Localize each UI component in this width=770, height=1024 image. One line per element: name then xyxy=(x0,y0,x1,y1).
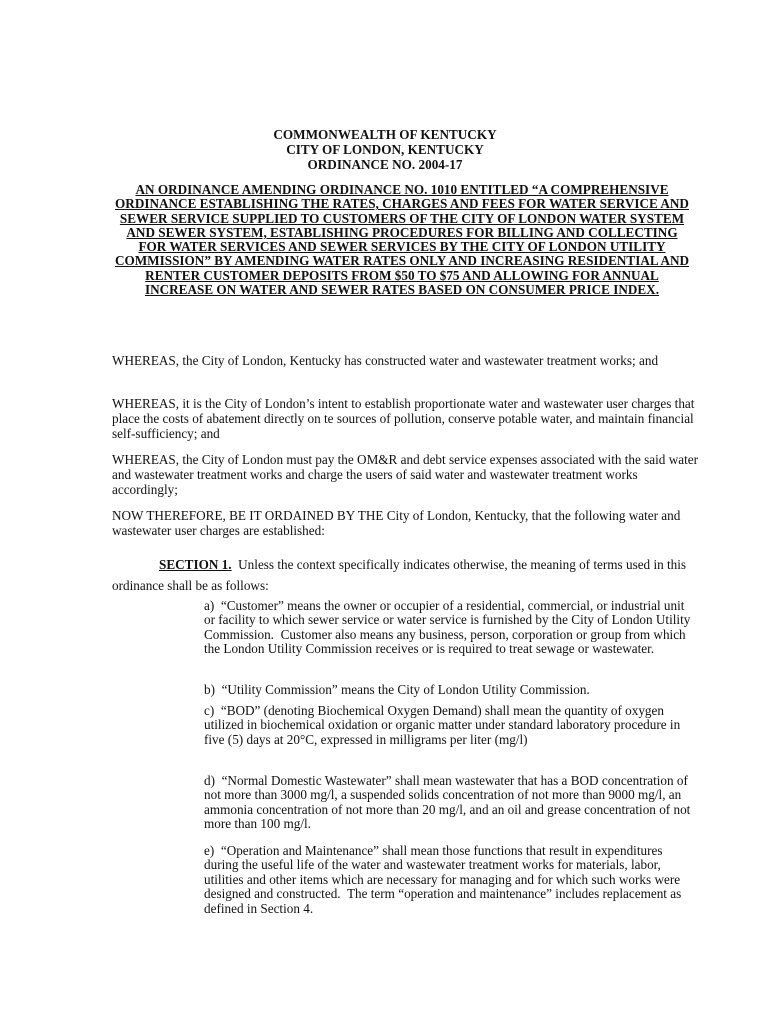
definition-bod: c) “BOD” (denoting Biochemical Oxygen Demand) shall mean the quantity of oxygen utilized in biochemical oxidation or organic matter under standard laboratory procedure in five (5) days at 20°C, expressed in milligrams per liter (mg/l) xyxy=(204,703,681,747)
ordinance-title: AN ORDINANCE AMENDING ORDINANCE NO. 1010 ENTITLED “A COMPREHENSIVE ORDINANCE ESTABLISHING THE RATES, CHARGES AND FEES FOR WATER SERVICE AND SEWER SERVICE SUPPLIED TO CUSTOMERS OF THE CITY OF LONDON WATER SYSTEM AND SEWER SYSTEM, ESTABLISHING PROCEDURES FOR BILLING AND COLLECTING FOR WATER SERVICES AND SEWER SERVICES BY THE CITY OF LONDON UTILITY COMMISSION” BY AMENDING WATER RATES ONLY AND INCREASING RESIDENTIAL AND RENTER CUSTOMER DEPOSITS FROM $50 TO $75 AND ALLOWING FOR ANNUAL INCREASE ON WATER AND SEWER RATES BASED ON CONSUMER PRICE INDEX. xyxy=(114,182,690,298)
whereas-paragraph-3: WHEREAS, the City of London must pay the OM&R and debt service expenses associated with the said water and wastewater treatment works and charge the users of said water and wastewater treatment works accordingly; xyxy=(112,452,698,497)
section-1-text: Unless the context specifically indicates otherwise, the meaning of terms used in this ordinance shall be as follows: xyxy=(112,557,687,593)
document-header xyxy=(0,127,770,172)
header-city: CITY OF LONDON, KENTUCKY xyxy=(286,142,484,157)
whereas-paragraph-2: WHEREAS, it is the City of London’s intent to establish proportionate water and wastewater user charges that place the costs of abatement directly on te sources of pollution, conserve potable water, and maintain financial self-sufficiency; and xyxy=(112,396,695,441)
header-ordinance-number: ORDINANCE NO. 2004-17 xyxy=(307,157,463,172)
definition-normal-domestic-wastewater: d) “Normal Domestic Wastewater” shall mean wastewater that has a BOD concentration of not more than 3000 mg/l, a suspended solids concentration of not more than 9000 mg/l, an ammonia concentration of not more than 20 mg/l, and an oil and grease concentration of not more than 100 mg/l. xyxy=(204,773,691,832)
whereas-paragraph-1: WHEREAS, the City of London, Kentucky has constructed water and wastewater treatment works; and xyxy=(112,353,659,368)
now-therefore-paragraph: NOW THEREFORE, BE IT ORDAINED BY THE City of London, Kentucky, that the following water and wastewater user charges are established: xyxy=(112,508,681,538)
definition-utility-commission: b) “Utility Commission” means the City of London Utility Commission. xyxy=(204,682,590,697)
section-1-label: SECTION 1. xyxy=(159,557,232,572)
definition-operation-and-maintenance: e) “Operation and Maintenance” shall mean those functions that result in expenditures during the useful life of the water and wastewater treatment works for materials, labor, utilities and other items which are necessary for managing and for which such works were designed and constructed. The term “operation and maintenance” includes replacement as defined in Section 4. xyxy=(204,843,682,916)
header-commonwealth: COMMONWEALTH OF KENTUCKY xyxy=(273,127,497,142)
section-1-paragraph xyxy=(112,554,712,596)
definition-customer: a) “Customer” means the owner or occupier of a residential, commercial, or industrial unit or facility to which sewer service or water service is furnished by the City of London Utility Commission. Customer also means any business, person, corporation or group from which the London Utility Commission receives or is required to treat sewage or wastewater. xyxy=(204,598,691,657)
